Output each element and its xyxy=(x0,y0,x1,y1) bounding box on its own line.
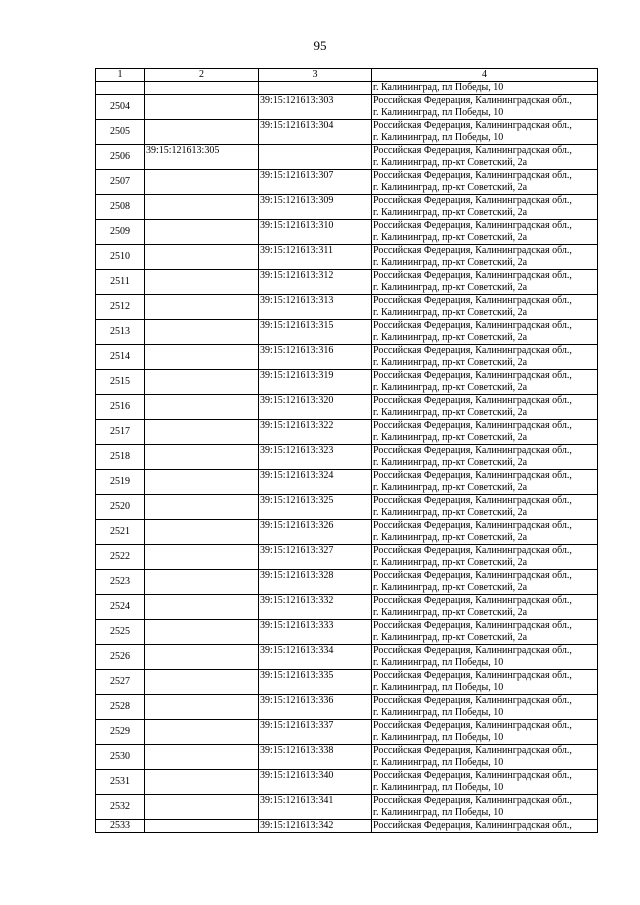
cell-address xyxy=(372,770,598,795)
table-row xyxy=(96,120,598,145)
cell-col2 xyxy=(145,720,259,745)
address-line-1: Российская Федерация, Калининградская обл., xyxy=(373,270,572,281)
cell-number: 2531 xyxy=(96,770,145,795)
cell-cadastral: 39:15:121613:341 xyxy=(259,795,372,820)
address-line-1: Российская Федерация, Калининградская обл., xyxy=(373,545,572,556)
cell-address xyxy=(372,295,598,320)
table-row xyxy=(96,370,598,395)
address-line-2: г. Калининград, пр-кт Советский, 2а xyxy=(373,456,528,468)
address-line-1: Российская Федерация, Калининградская обл., xyxy=(373,620,572,631)
continuation-row xyxy=(96,82,598,95)
registry-table xyxy=(95,68,598,833)
cell-number: 2518 xyxy=(96,445,145,470)
table-row xyxy=(96,720,598,745)
cell-number: 2515 xyxy=(96,370,145,395)
cell-col2 xyxy=(145,520,259,545)
address-line-1: Российская Федерация, Калининградская обл., xyxy=(373,345,572,356)
table-row xyxy=(96,770,598,795)
address-line-2: г. Калининград, пл Победы, 10 xyxy=(373,756,504,768)
table-row xyxy=(96,420,598,445)
address-line-2: г. Калининград, пр-кт Советский, 2а xyxy=(373,206,528,218)
cell-col2 xyxy=(145,745,259,770)
cell-number: 2526 xyxy=(96,645,145,670)
cell-address xyxy=(372,370,598,395)
table-row xyxy=(96,495,598,520)
address-line-2: г. Калининград, пр-кт Советский, 2а xyxy=(373,306,528,318)
cell-address xyxy=(372,820,598,833)
table-row xyxy=(96,570,598,595)
cell-number: 2512 xyxy=(96,295,145,320)
cell-cadastral: 39:15:121613:303 xyxy=(259,95,372,120)
cell-number: 2514 xyxy=(96,345,145,370)
cell-number: 2533 xyxy=(96,820,145,833)
cell-cadastral: 39:15:121613:304 xyxy=(259,120,372,145)
cell-col2: 39:15:121613:305 xyxy=(145,145,259,170)
cell-address xyxy=(372,145,598,170)
address-line-2: г. Калининград, пр-кт Советский, 2а xyxy=(373,356,528,368)
cell-address xyxy=(372,245,598,270)
cell-address xyxy=(372,795,598,820)
cell-cadastral: 39:15:121613:310 xyxy=(259,220,372,245)
address-line-1: Российская Федерация, Калининградская обл., xyxy=(373,170,572,181)
cell-address xyxy=(372,170,598,195)
address-line-2: г. Калининград, пр-кт Советский, 2а xyxy=(373,606,528,618)
table-row xyxy=(96,620,598,645)
cell-col2 xyxy=(145,570,259,595)
cell-col2 xyxy=(145,370,259,395)
cell-address xyxy=(372,695,598,720)
cell-cadastral: 39:15:121613:340 xyxy=(259,770,372,795)
cell-cadastral: 39:15:121613:332 xyxy=(259,595,372,620)
cell-col2 xyxy=(145,695,259,720)
table-row xyxy=(96,95,598,120)
address-line-2: г. Калининград, пр-кт Советский, 2а xyxy=(373,631,528,643)
cell-col2 xyxy=(145,645,259,670)
cell-col2 xyxy=(145,470,259,495)
cell-address xyxy=(372,420,598,445)
cell-col2 xyxy=(145,770,259,795)
cell-cadastral: 39:15:121613:333 xyxy=(259,620,372,645)
cell-number: 2529 xyxy=(96,720,145,745)
table-row xyxy=(96,445,598,470)
address-line-2: г. Калининград, пр-кт Советский, 2а xyxy=(373,556,528,568)
address-line-1: Российская Федерация, Калининградская обл., xyxy=(373,820,572,831)
table-row xyxy=(96,795,598,820)
address-line-1: Российская Федерация, Калининградская обл., xyxy=(373,320,572,331)
cell-number: 2516 xyxy=(96,395,145,420)
cell-col2 xyxy=(145,195,259,220)
cell-number xyxy=(96,82,145,95)
cell-number: 2524 xyxy=(96,595,145,620)
cell-address xyxy=(372,745,598,770)
address-line-1: Российская Федерация, Калининградская обл., xyxy=(373,395,572,406)
cell-address xyxy=(372,545,598,570)
cell-col2 xyxy=(145,82,259,95)
cell-cadastral xyxy=(259,82,372,95)
table-row xyxy=(96,295,598,320)
address-line-2: г. Калининград, пл Победы, 10 xyxy=(373,106,504,118)
address-line-1: Российская Федерация, Калининградская обл., xyxy=(373,445,572,456)
cell-number: 2507 xyxy=(96,170,145,195)
cell-address xyxy=(372,620,598,645)
address-line-1: Российская Федерация, Калининградская обл., xyxy=(373,195,572,206)
cell-cadastral: 39:15:121613:342 xyxy=(259,820,372,833)
cell-col2 xyxy=(145,445,259,470)
cell-col2 xyxy=(145,295,259,320)
address-line-1: Российская Федерация, Калининградская обл., xyxy=(373,745,572,756)
table-body xyxy=(96,82,598,833)
address-line-2: г. Калининград, пл Победы, 10 xyxy=(373,656,504,668)
address-line-1: Российская Федерация, Калининградская обл., xyxy=(373,245,572,256)
cell-cadastral: 39:15:121613:336 xyxy=(259,695,372,720)
address-line-1: Российская Федерация, Калининградская обл., xyxy=(373,495,572,506)
page-number: 95 xyxy=(313,38,327,53)
cell-col2 xyxy=(145,320,259,345)
cell-number: 2506 xyxy=(96,145,145,170)
cell-address xyxy=(372,595,598,620)
cell-address xyxy=(372,645,598,670)
address-line-2: г. Калининград, пр-кт Советский, 2а xyxy=(373,431,528,443)
cell-cadastral: 39:15:121613:326 xyxy=(259,520,372,545)
address-line-2: г. Калининград, пр-кт Советский, 2а xyxy=(373,281,528,293)
table-row xyxy=(96,470,598,495)
table-row xyxy=(96,245,598,270)
cell-cadastral: 39:15:121613:322 xyxy=(259,420,372,445)
table-row xyxy=(96,695,598,720)
cell-address xyxy=(372,670,598,695)
cell-address: г. Калининград, пл Победы, 10 xyxy=(372,82,598,95)
cell-col2 xyxy=(145,345,259,370)
cell-cadastral: 39:15:121613:334 xyxy=(259,645,372,670)
cell-cadastral: 39:15:121613:311 xyxy=(259,245,372,270)
cell-cadastral: 39:15:121613:338 xyxy=(259,745,372,770)
address-line-1: Российская Федерация, Калининградская обл., xyxy=(373,470,572,481)
cell-number: 2523 xyxy=(96,570,145,595)
cell-address xyxy=(372,270,598,295)
column-header-2: 2 xyxy=(145,69,259,82)
cell-cadastral: 39:15:121613:324 xyxy=(259,470,372,495)
table-row xyxy=(96,745,598,770)
address-line-1: Российская Федерация, Калининградская обл., xyxy=(373,295,572,306)
cell-address xyxy=(372,320,598,345)
cell-cadastral: 39:15:121613:312 xyxy=(259,270,372,295)
cell-address xyxy=(372,445,598,470)
cell-number: 2530 xyxy=(96,745,145,770)
cell-col2 xyxy=(145,220,259,245)
table-row xyxy=(96,145,598,170)
cell-col2 xyxy=(145,420,259,445)
address-line-2: г. Калининград, пр-кт Советский, 2а xyxy=(373,256,528,268)
cell-number: 2513 xyxy=(96,320,145,345)
cell-address xyxy=(372,95,598,120)
cell-number: 2532 xyxy=(96,795,145,820)
cell-col2 xyxy=(145,270,259,295)
cell-col2 xyxy=(145,95,259,120)
cell-cadastral: 39:15:121613:319 xyxy=(259,370,372,395)
cell-address xyxy=(372,570,598,595)
cell-cadastral: 39:15:121613:307 xyxy=(259,170,372,195)
cell-number: 2504 xyxy=(96,95,145,120)
cell-cadastral: 39:15:121613:327 xyxy=(259,545,372,570)
cell-col2 xyxy=(145,495,259,520)
address-line-1: Российская Федерация, Калининградская обл., xyxy=(373,145,572,156)
cell-address xyxy=(372,195,598,220)
cell-cadastral: 39:15:121613:309 xyxy=(259,195,372,220)
cell-col2 xyxy=(145,395,259,420)
cell-cadastral: 39:15:121613:320 xyxy=(259,395,372,420)
cell-col2 xyxy=(145,595,259,620)
cell-address xyxy=(372,220,598,245)
table-row xyxy=(96,645,598,670)
cell-number: 2520 xyxy=(96,495,145,520)
address-line-1: Российская Федерация, Калининградская обл., xyxy=(373,695,572,706)
table-row xyxy=(96,545,598,570)
table-row xyxy=(96,520,598,545)
address-line-2: г. Калининград, пл Победы, 10 xyxy=(373,731,504,743)
cell-number: 2519 xyxy=(96,470,145,495)
table-row xyxy=(96,345,598,370)
address-line-2: г. Калининград, пр-кт Советский, 2а xyxy=(373,156,528,168)
cell-number: 2511 xyxy=(96,270,145,295)
address-line-1: Российская Федерация, Калининградская обл., xyxy=(373,420,572,431)
cell-cadastral xyxy=(259,145,372,170)
address-line-2: г. Калининград, пр-кт Советский, 2а xyxy=(373,581,528,593)
cell-cadastral: 39:15:121613:325 xyxy=(259,495,372,520)
cell-number: 2527 xyxy=(96,670,145,695)
cell-cadastral: 39:15:121613:323 xyxy=(259,445,372,470)
cell-number: 2510 xyxy=(96,245,145,270)
table-row xyxy=(96,220,598,245)
address-line-2: г. Калининград, пр-кт Советский, 2а xyxy=(373,481,528,493)
cell-number: 2517 xyxy=(96,420,145,445)
address-line-1: Российская Федерация, Калининградская обл., xyxy=(373,720,572,731)
cell-number: 2522 xyxy=(96,545,145,570)
cell-number: 2509 xyxy=(96,220,145,245)
address-line-1: Российская Федерация, Калининградская обл., xyxy=(373,670,572,681)
address-line-2: г. Калининград, пл Победы, 10 xyxy=(373,781,504,793)
cell-number: 2505 xyxy=(96,120,145,145)
address-line-1: Российская Федерация, Калининградская обл., xyxy=(373,370,572,381)
cell-address xyxy=(372,120,598,145)
address-line-1: Российская Федерация, Калининградская обл., xyxy=(373,795,572,806)
address-line-1: Российская Федерация, Калининградская обл., xyxy=(373,95,572,106)
cell-cadastral: 39:15:121613:313 xyxy=(259,295,372,320)
address-line-2: г. Калининград, пр-кт Советский, 2а xyxy=(373,506,528,518)
cell-col2 xyxy=(145,820,259,833)
address-line-2: г. Калининград, пл Победы, 10 xyxy=(373,706,504,718)
cell-number: 2521 xyxy=(96,520,145,545)
cell-address xyxy=(372,395,598,420)
cell-address xyxy=(372,345,598,370)
cell-cadastral: 39:15:121613:328 xyxy=(259,570,372,595)
table-row xyxy=(96,320,598,345)
cell-address xyxy=(372,470,598,495)
address-line-1: Российская Федерация, Калининградская обл., xyxy=(373,520,572,531)
cell-col2 xyxy=(145,545,259,570)
cell-col2 xyxy=(145,170,259,195)
address-line-1: Российская Федерация, Калининградская обл., xyxy=(373,595,572,606)
cell-col2 xyxy=(145,795,259,820)
address-line-1: Российская Федерация, Калининградская обл., xyxy=(373,770,572,781)
address-line-2: г. Калининград, пр-кт Советский, 2а xyxy=(373,381,528,393)
table-row xyxy=(96,195,598,220)
address-line-1: Российская Федерация, Калининградская обл., xyxy=(373,220,572,231)
address-line-2: г. Калининград, пр-кт Советский, 2а xyxy=(373,231,528,243)
address-line-2: г. Калининград, пр-кт Советский, 2а xyxy=(373,181,528,193)
address-line-2: г. Калининград, пр-кт Советский, 2а xyxy=(373,331,528,343)
column-header-1: 1 xyxy=(96,69,145,82)
cell-number: 2525 xyxy=(96,620,145,645)
cell-cadastral: 39:15:121613:315 xyxy=(259,320,372,345)
table-row xyxy=(96,595,598,620)
address-line-2: г. Калининград, пл Победы, 10 xyxy=(373,681,504,693)
cell-col2 xyxy=(145,670,259,695)
table-row xyxy=(96,170,598,195)
cell-cadastral: 39:15:121613:316 xyxy=(259,345,372,370)
header-row xyxy=(96,69,598,82)
address-line-2: г. Калининград, пл Победы, 10 xyxy=(373,806,504,818)
address-line-2: г. Калининград, пл Победы, 10 xyxy=(373,131,504,143)
cell-number: 2528 xyxy=(96,695,145,720)
cell-address xyxy=(372,495,598,520)
cell-col2 xyxy=(145,120,259,145)
address-line-2: г. Калининград, пр-кт Советский, 2а xyxy=(373,406,528,418)
cell-col2 xyxy=(145,245,259,270)
cell-cadastral: 39:15:121613:337 xyxy=(259,720,372,745)
table-row xyxy=(96,270,598,295)
table-row xyxy=(96,670,598,695)
address-line-2: г. Калининград, пр-кт Советский, 2а xyxy=(373,531,528,543)
cell-address xyxy=(372,520,598,545)
column-header-4: 4 xyxy=(372,69,598,82)
address-line-1: Российская Федерация, Калининградская обл., xyxy=(373,120,572,131)
cell-number: 2508 xyxy=(96,195,145,220)
address-line-1: Российская Федерация, Калининградская обл., xyxy=(373,570,572,581)
table-row xyxy=(96,395,598,420)
cell-cadastral: 39:15:121613:335 xyxy=(259,670,372,695)
address-line-1: Российская Федерация, Калининградская обл., xyxy=(373,645,572,656)
cell-address xyxy=(372,720,598,745)
cell-col2 xyxy=(145,620,259,645)
table-row xyxy=(96,820,598,833)
column-header-3: 3 xyxy=(259,69,372,82)
table-header xyxy=(96,69,598,82)
